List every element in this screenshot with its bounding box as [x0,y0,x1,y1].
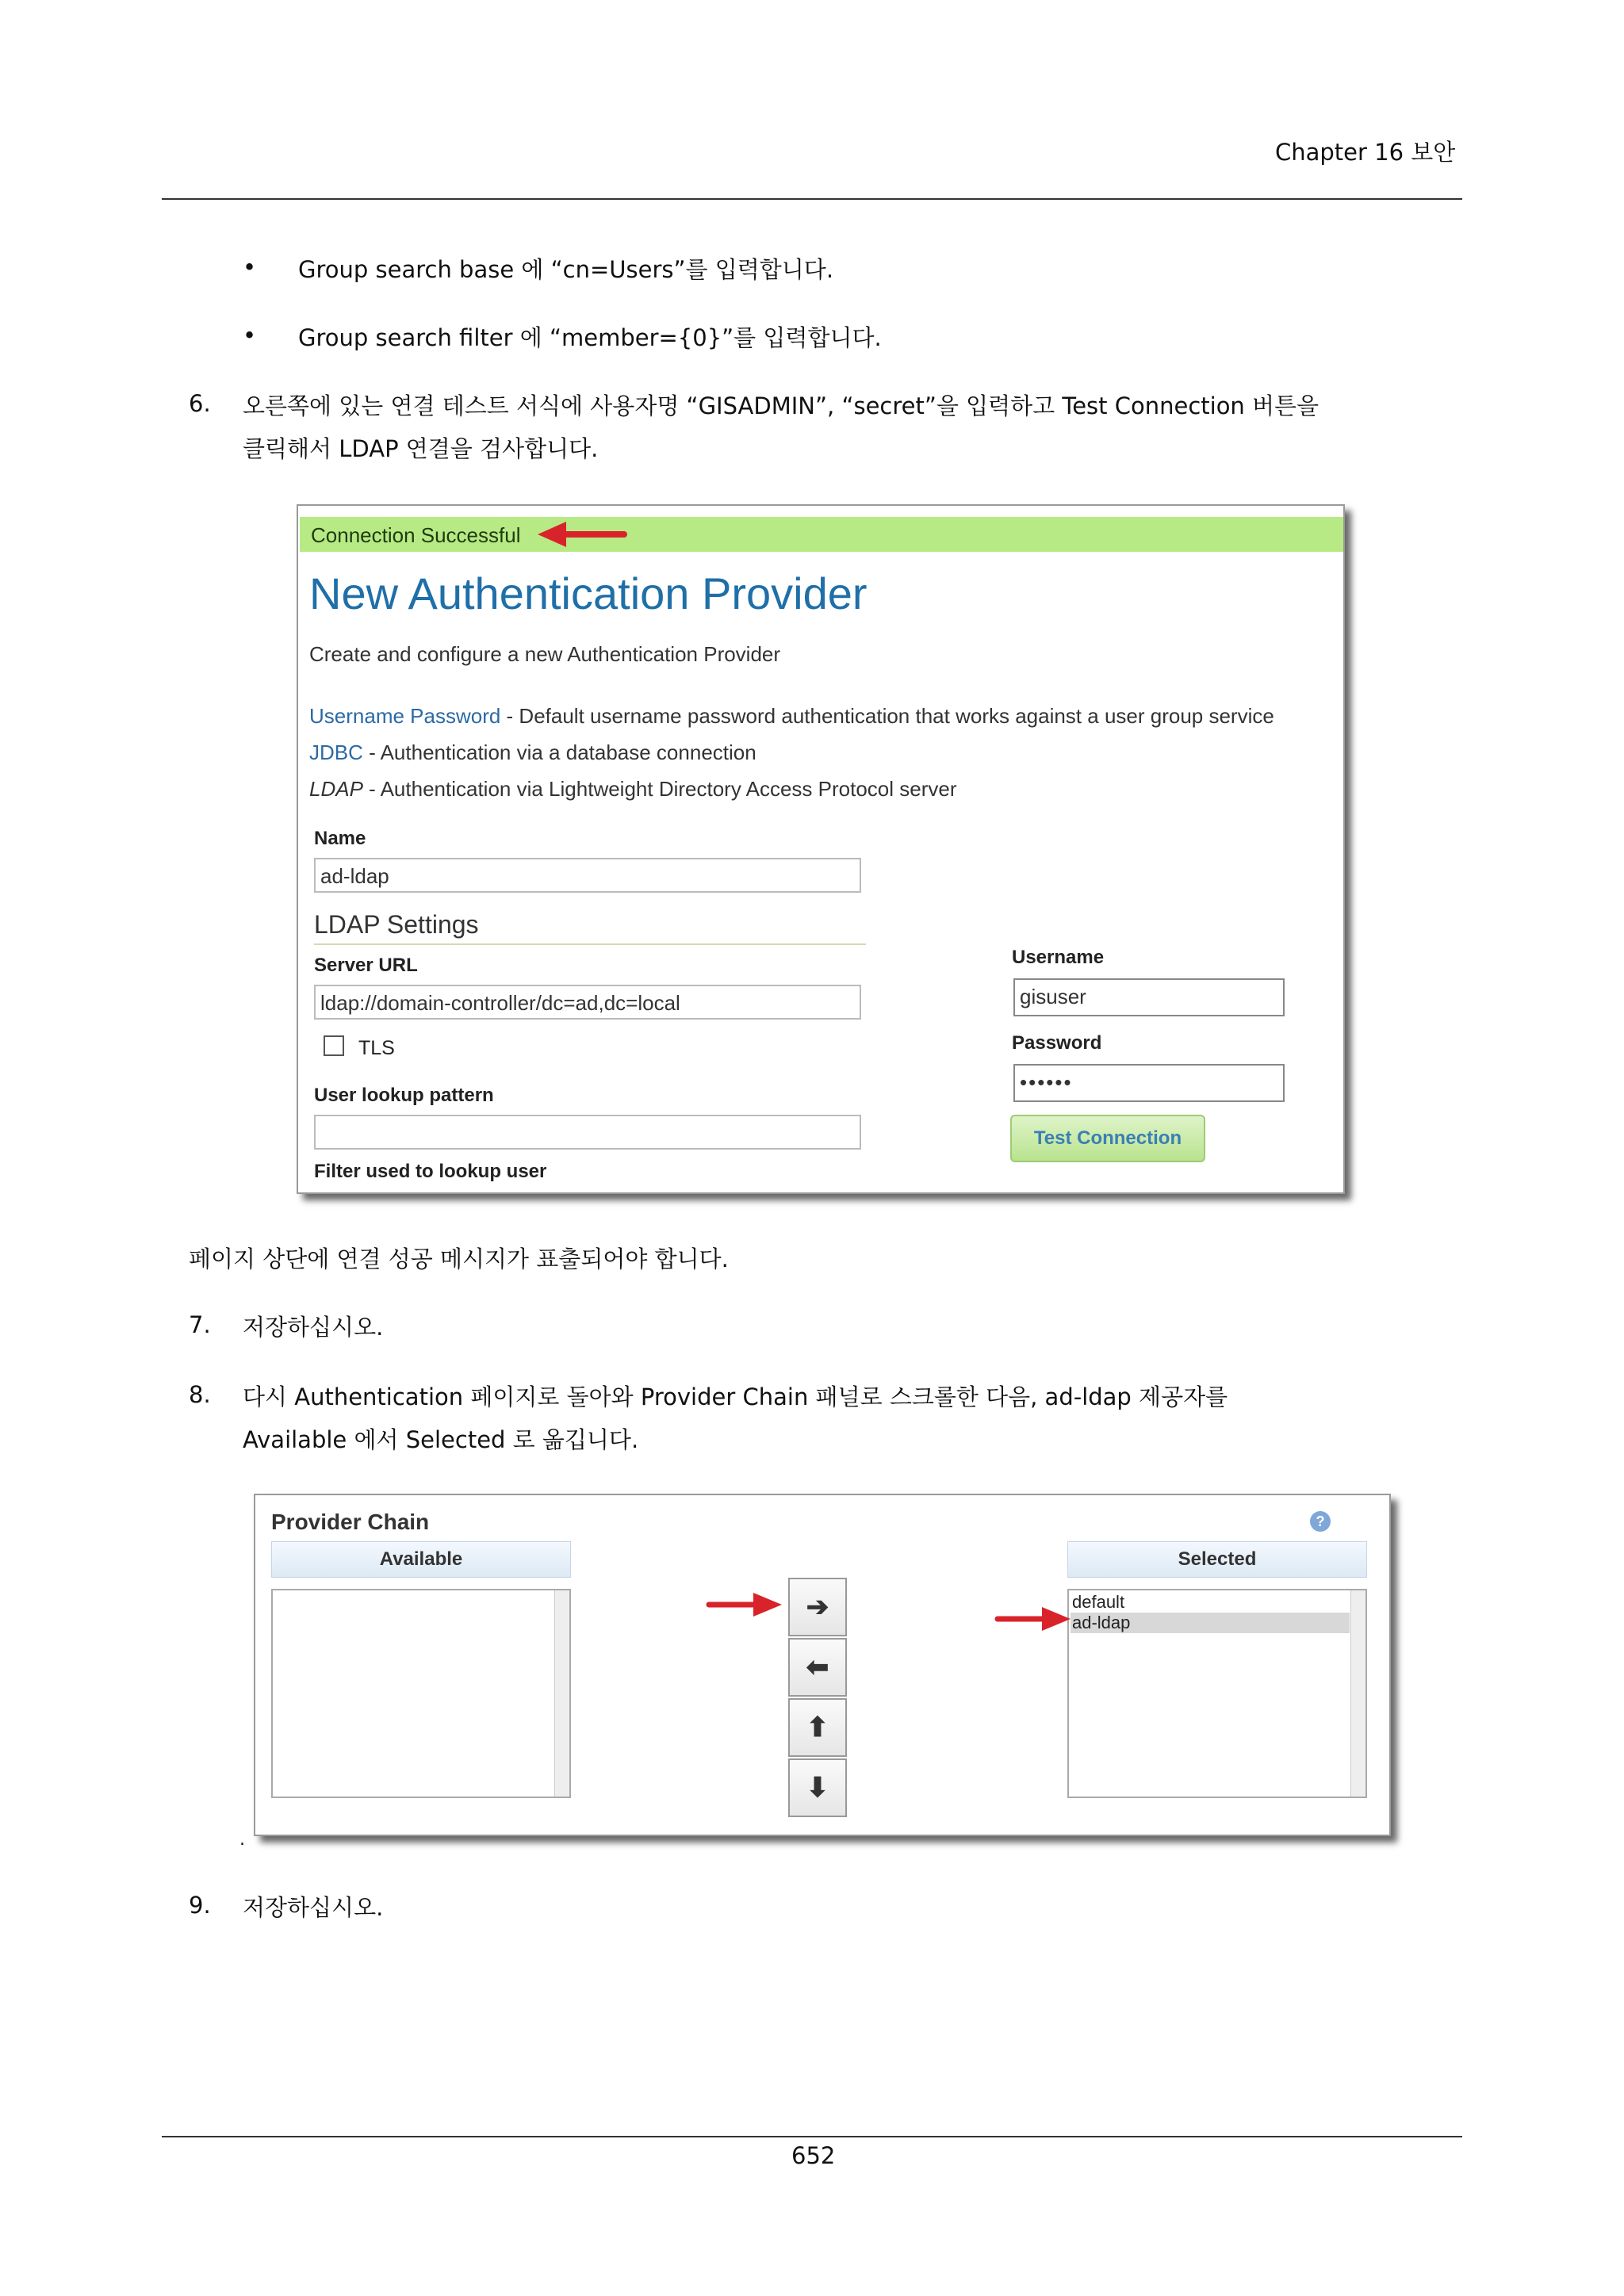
scrollbar[interactable] [554,1590,569,1797]
available-header: Available [271,1541,571,1578]
stray-dot: . [239,1830,245,1850]
provider-option-username-password [309,704,1274,729]
step9-text: 저장하십시오. [243,1894,384,1921]
name-input[interactable]: ad-ldap [314,858,861,893]
step6-line2: 클릭해서 LDAP 연결을 검사합니다. [243,435,599,462]
username-label: Username [1012,947,1105,968]
section-divider [314,943,866,945]
provider-description: - Default username password authentication that works against a user group service [500,704,1274,728]
list-item-default[interactable]: default [1072,1592,1125,1612]
provider-option-jdbc [309,740,756,765]
move-left-button[interactable]: ⬅ [788,1638,847,1697]
header-rule [162,198,1462,200]
step6-line1: 오른쪽에 있는 연결 테스트 서식에 사용자명 “GISADMIN”, “secret”을 입력하고 Test Connection 버튼을 [243,392,1320,419]
password-input[interactable]: •••••• [1013,1064,1285,1102]
bullet-icon: • [243,254,257,281]
bullet-group-search-filter: Group search filter 에 “member={0}”를 입력합니다. [298,324,882,351]
move-right-button[interactable]: ➔ [788,1578,847,1636]
username-password-link[interactable]: Username Password [309,704,501,728]
step8-line2: Available 에서 Selected 로 옮깁니다. [243,1426,639,1453]
auth-provider-screenshot [297,504,1345,1194]
tls-checkbox[interactable] [324,1035,344,1056]
available-list[interactable] [271,1589,571,1798]
name-label: Name [314,828,366,849]
jdbc-link[interactable]: JDBC [309,740,363,764]
provider-description: - Authentication via a database connection [362,740,756,764]
page-number: 652 [791,2142,836,2169]
provider-option-ldap [309,777,957,802]
provider-description: - Authentication via Lightweight Directory Access Protocol server [362,777,957,801]
connection-note: 페이지 상단에 연결 성공 메시지가 표출되어야 합니다. [189,1246,729,1272]
page-title: New Authentication Provider [309,568,868,618]
move-up-button[interactable]: ⬆ [788,1698,847,1757]
step-number: 9. [189,1892,211,1919]
filter-label: Filter used to lookup user [314,1161,547,1182]
ldap-settings-heading: LDAP Settings [314,910,479,939]
provider-chain-screenshot [254,1494,1391,1836]
step7-text: 저장하십시오. [243,1314,384,1341]
step8-line1: 다시 Authentication 페이지로 돌아와 Provider Chain 패널로 스크롤한 다음, ad-ldap 제공자를 [243,1383,1228,1410]
footer-rule [162,2136,1462,2137]
provider-chain-title: Provider Chain [271,1510,430,1534]
password-label: Password [1012,1032,1102,1054]
bullet-group-search-base: Group search base 에 “cn=Users”를 입력합니다. [298,256,834,283]
username-input[interactable]: gisuser [1013,978,1285,1016]
tls-label: TLS [358,1037,395,1059]
red-arrow-icon [994,1605,1074,1633]
move-down-button[interactable]: ⬇ [788,1758,847,1817]
step-number: 7. [189,1311,211,1338]
scrollbar[interactable] [1350,1590,1365,1797]
server-url-label: Server URL [314,955,418,976]
selected-list[interactable] [1067,1589,1367,1798]
help-icon[interactable]: ? [1310,1511,1331,1532]
step-number: 6. [189,390,211,417]
red-arrow-icon [706,1590,785,1619]
bullet-icon: • [243,322,257,349]
server-url-input[interactable]: ldap://domain-controller/dc=ad,dc=local [314,985,861,1020]
step-number: 8. [189,1381,211,1408]
page-subtitle: Create and configure a new Authentication Provider [309,642,781,666]
ldap-selected-label: LDAP [309,777,363,801]
chapter-header: Chapter 16 보안 [1275,139,1456,166]
test-connection-button[interactable]: Test Connection [1010,1115,1205,1162]
red-arrow-icon [533,519,628,550]
user-lookup-input[interactable] [314,1115,861,1150]
selected-header: Selected [1067,1541,1367,1578]
user-lookup-label: User lookup pattern [314,1085,494,1106]
success-message: Connection Successful [311,523,521,547]
list-item-ad-ldap[interactable]: ad-ldap [1071,1613,1350,1633]
